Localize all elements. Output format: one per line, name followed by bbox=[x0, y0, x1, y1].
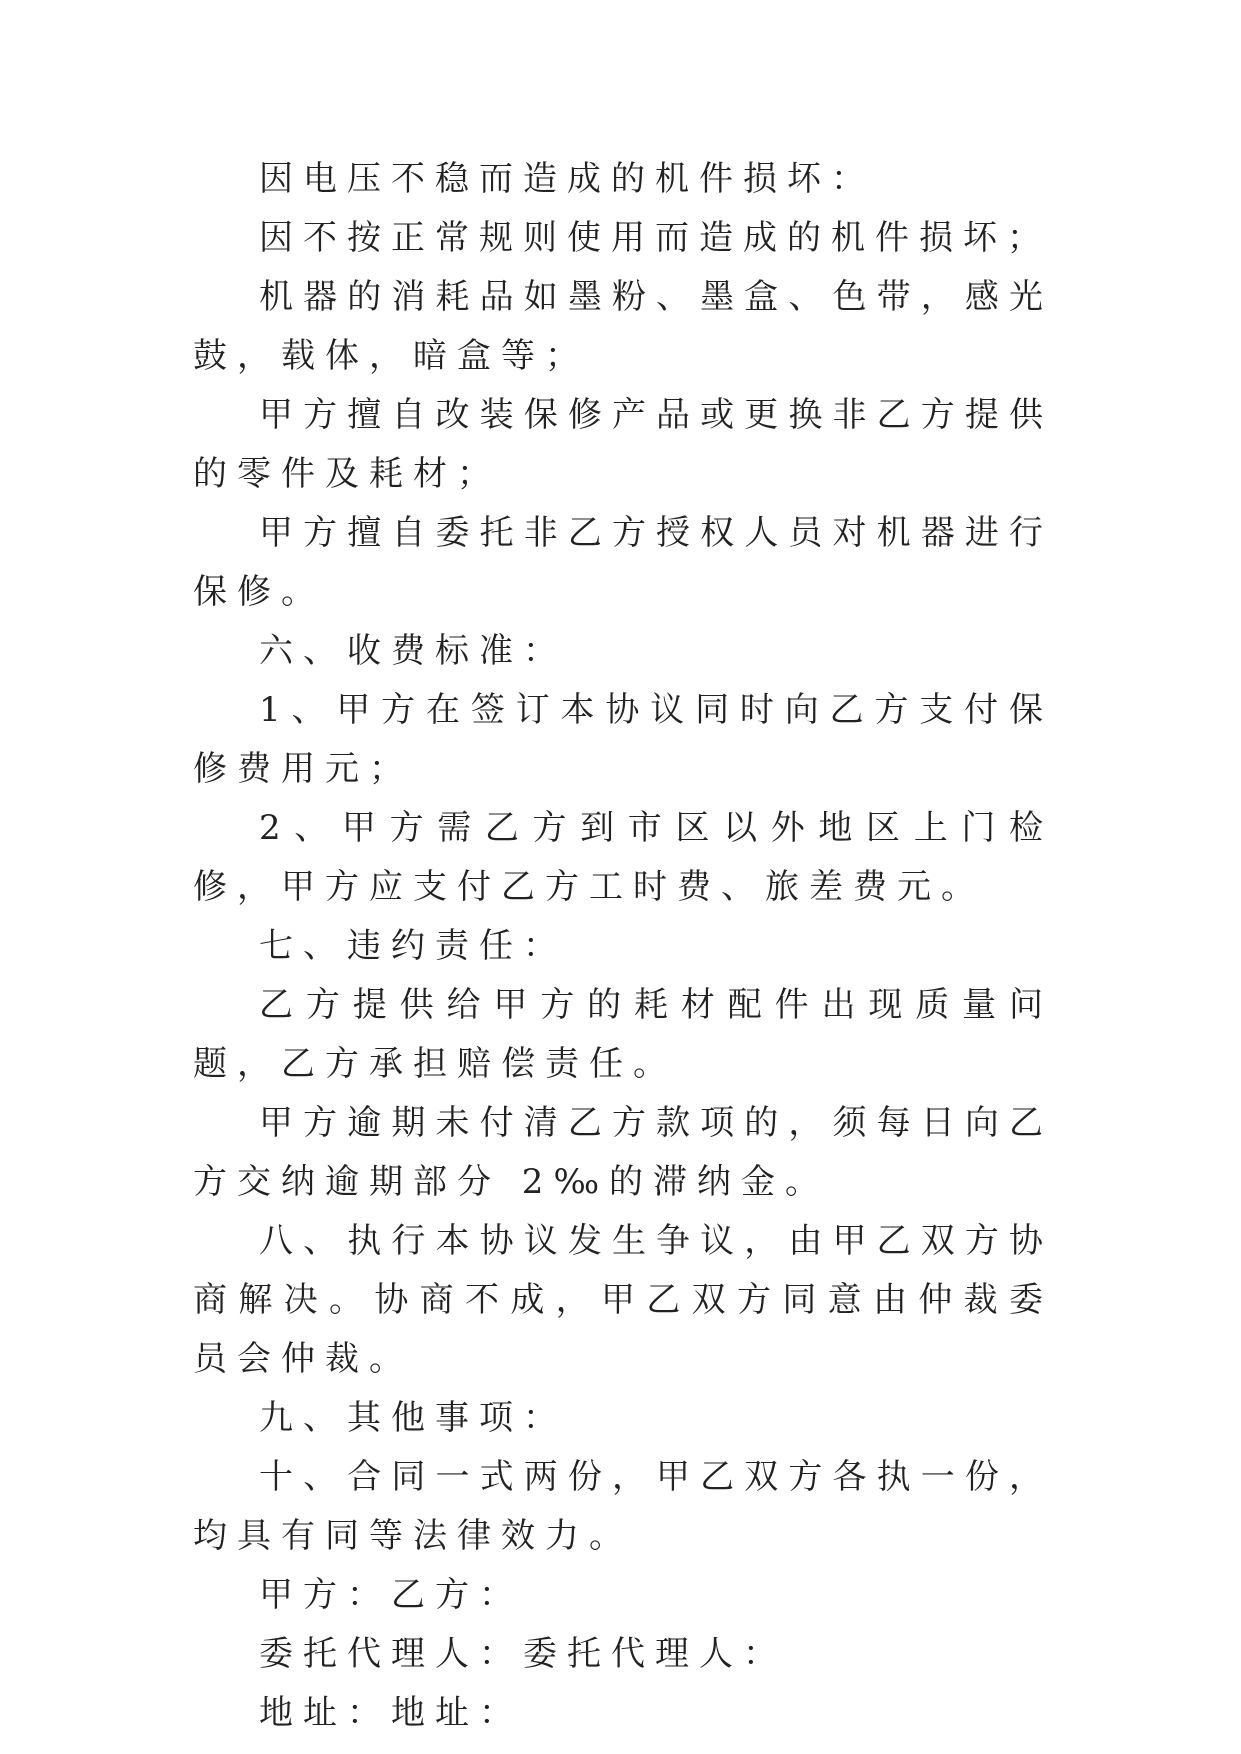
document-page bbox=[193, 150, 1053, 1743]
liability-quality: 乙方提供给甲方的耗材配件出现质量问题，乙方承担赔偿责任。 bbox=[193, 985, 1053, 1084]
clause-unauthorized-modification: 甲方擅自改装保修产品或更换非乙方提供的零件及耗材； bbox=[193, 395, 1053, 494]
clause-unauthorized-repair: 甲方擅自委托非乙方授权人员对机器进行保修。 bbox=[193, 513, 1053, 612]
section-heading-liability: 七、违约责任： bbox=[259, 926, 567, 966]
signature-parties: 甲方：乙方： bbox=[259, 1575, 523, 1615]
clause-improper-use: 因不按正常规则使用而造成的机件损坏； bbox=[259, 218, 1051, 258]
section-copies: 十、合同一式两份，甲乙双方各执一份，均具有同等法律效力。 bbox=[193, 1457, 1053, 1556]
section-heading-fees: 六、收费标准： bbox=[259, 631, 567, 671]
section-heading-other: 九、其他事项： bbox=[259, 1398, 567, 1438]
fee-item-1: 1、甲方在签订本协议同时向乙方支付保修费用元； bbox=[193, 690, 1053, 789]
fee-item-2: 2、甲方需乙方到市区以外地区上门检修，甲方应支付乙方工时费、旅差费元。 bbox=[193, 808, 1053, 907]
clause-consumables: 机器的消耗品如墨粉、墨盒、色带，感光鼓，载体，暗盒等； bbox=[193, 277, 1053, 376]
clause-voltage-damage: 因电压不稳而造成的机件损坏： bbox=[259, 159, 875, 199]
signature-agents: 委托代理人：委托代理人： bbox=[259, 1634, 787, 1674]
liability-late-payment: 甲方逾期未付清乙方款项的，须每日向乙方交纳逾期部分 2‰的滞纳金。 bbox=[193, 1103, 1053, 1202]
signature-addresses: 地址：地址： bbox=[259, 1693, 523, 1733]
section-disputes: 八、执行本协议发生争议，由甲乙双方协商解决。协商不成，甲乙双方同意由仲裁委员会仲裁。 bbox=[193, 1221, 1053, 1379]
